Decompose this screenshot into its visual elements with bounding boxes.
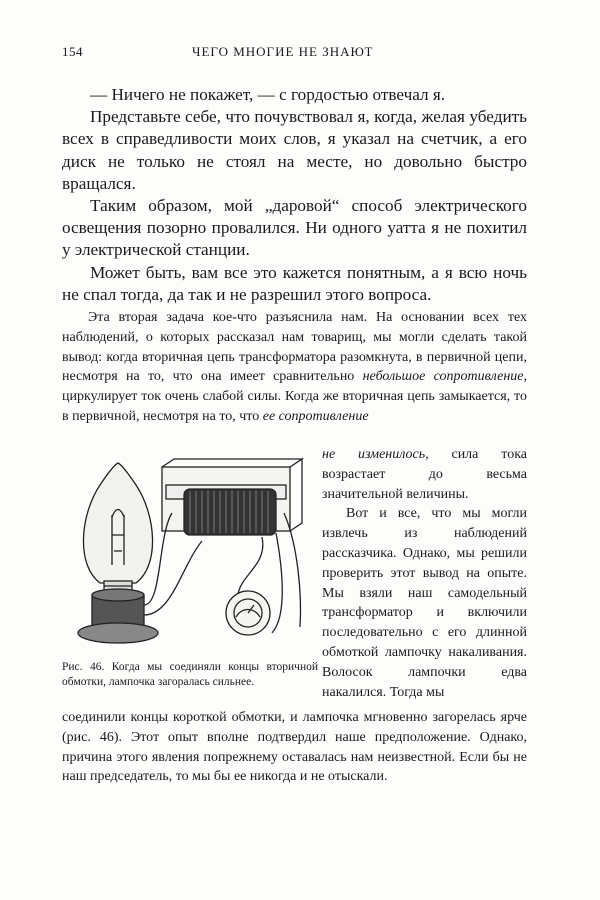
running-title: ЧЕГО МНОГИЕ НЕ ЗНАЮТ (192, 44, 374, 59)
figure-46-illustration (62, 455, 318, 655)
emphasis-resistance-a: ее сопротивление (262, 408, 369, 424)
figure-caption-text: Когда мы соединяли концы вторичной обмотки, лампочка загоралась сильнее. (62, 661, 319, 688)
paragraph-night: Может быть, вам все это кажется понятным, а я всю ночь не спал тогда, да так и не разрешил этого вопроса. (62, 262, 527, 304)
paragraph-conclusion-end: не изменилось, сила тока возрастает до весьма значительной величины. (322, 447, 527, 502)
paragraph-failure: Таким образом, мой „даровой“ способ электрического освещения позорно провалился. Ни одного уатта я не похитил у электрической станции. (62, 196, 527, 260)
paragraph-dialogue: — Ничего не покажет, — с гордостью отвечал я. (90, 85, 446, 104)
page-number: 154 (62, 44, 83, 59)
right-column-text (322, 445, 527, 702)
paragraph-meter: Представьте себе, что почувствовал я, когда, желая убедить всех в справедливости моих слов, я указал на счетчик, а его диск не только не стоял на месте, но довольно быстро вращался. (62, 107, 527, 193)
emphasis-small-resistance: небольшое сопротивление, (362, 369, 527, 385)
paragraph-experiment: Вот и все, что мы могли извлечь из наблюдений рассказчика. Однако, мы решили проверить этот вывод на опыте. Мы взяли наш самодельный трансформатор и включили последовательно с его длинной обмоткой лампочку накаливания. Волосок лампочки едва накалился. Тогда мы (322, 506, 527, 700)
figure-label: Рис. 46. (62, 661, 105, 673)
large-text-block (62, 84, 527, 306)
emphasis-resistance-b: не изменилось, (322, 447, 429, 462)
small-text-bottom (62, 708, 527, 787)
figure-caption (62, 660, 318, 690)
paragraph-conclusion: Эта вторая задача кое-что разъяснила нам. На основании всех тех наблюдений, о которых рассказал нам товарищ, мы могли сделать такой вывод: когда вторичная цепь трансформатора разомкнута, в первичной цепи, несмотря на то, что она имеет сравнительно небольшое сопротивление, циркулирует ток очень слабой силы. Когда же вторичная цепь замыкается, то в первичной, несмотря на то, что ее сопротивление (62, 310, 527, 424)
paragraph-experiment-end: соединили концы короткой обмотки, и лампочка мгновенно загорелась ярче (рис. 46). Этот опыт вполне подтвердил наше предположение. Однако, причина этого явления попрежнему оставалась нам неизвестной. Если бы не наш председатель, то мы бы ее никогда и не отыскали. (62, 710, 527, 785)
small-text-top (62, 308, 527, 427)
